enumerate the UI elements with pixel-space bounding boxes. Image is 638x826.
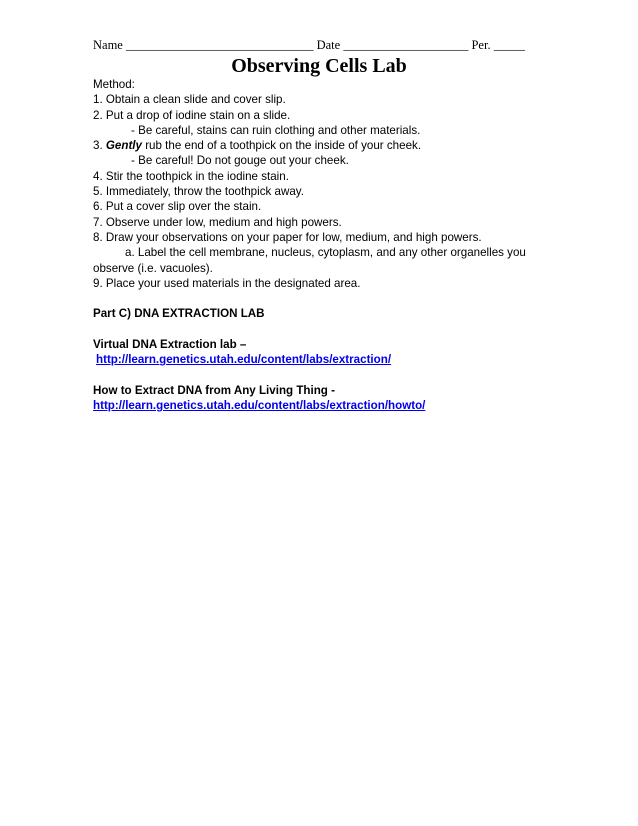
period-blank: _____ (493, 38, 525, 52)
method-step-8: 8. Draw your observations on your paper for low, medium, and high powers. (93, 230, 482, 244)
page-title: Observing Cells Lab (231, 55, 407, 77)
howto-link[interactable]: http://learn.genetics.utah.edu/content/labs/extraction/howto/ (93, 399, 426, 413)
method-step-5: 5. Immediately, throw the toothpick away. (93, 185, 304, 199)
virtual-lab-link[interactable]: http://learn.genetics.utah.edu/content/labs/extraction/ (96, 353, 392, 367)
date-label: Date (316, 38, 341, 52)
step-3-text: rub the end of a toothpick on the inside of your cheek. (141, 139, 422, 153)
step-3-emphasis: Gently (105, 139, 142, 153)
method-step-1: 1. Obtain a clean slide and cover slip. (93, 93, 286, 107)
method-step-6: 6. Put a cover slip over the stain. (93, 200, 262, 214)
header-fields (93, 38, 535, 52)
method-step-9: 9. Place your used materials in the designated area. (93, 276, 361, 290)
method-step-2: 2. Put a drop of iodine stain on a slide. (93, 108, 291, 122)
howto-label: How to Extract DNA from Any Living Thing - (93, 383, 335, 397)
howto-link-row (93, 398, 543, 413)
name-label: Name (93, 38, 123, 52)
worksheet-body (93, 77, 543, 414)
date-blank: ____________________ (343, 38, 469, 52)
method-step-8a-continued: observe (i.e. vacuoles). (93, 261, 213, 275)
part-c-heading: Part C) DNA EXTRACTION LAB (93, 307, 265, 321)
method-step-8a: a. Label the cell membrane, nucleus, cytoplasm, and any other organelles you (125, 246, 526, 260)
name-blank: ______________________________ (125, 38, 314, 52)
method-step-7: 7. Observe under low, medium and high powers. (93, 215, 342, 229)
period-label: Per. (471, 38, 491, 52)
method-step-3-note: - Be careful! Do not gouge out your cheek. (131, 154, 349, 168)
virtual-lab-link-row (93, 352, 543, 367)
method-heading: Method: (93, 78, 135, 91)
step-3-number: 3. (93, 139, 106, 153)
virtual-lab-label: Virtual DNA Extraction lab – (93, 338, 247, 352)
method-step-2-note: - Be careful, stains can ruin clothing and other materials. (131, 123, 421, 137)
method-step-4: 4. Stir the toothpick in the iodine stain. (93, 169, 289, 183)
method-step-3 (93, 138, 543, 153)
